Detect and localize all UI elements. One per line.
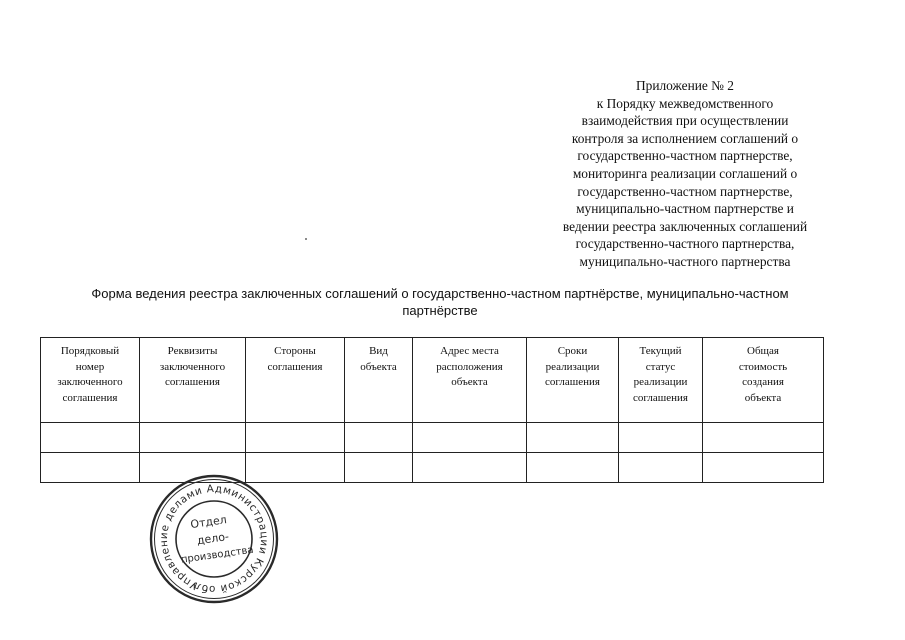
column-header-parties: Стороны соглашения	[246, 338, 345, 423]
table-cell	[345, 423, 413, 453]
appendix-line: государственно-частном партнерстве,	[577, 148, 793, 164]
table-cell	[41, 453, 140, 483]
column-header-cost: Общая стоимость создания объекта	[703, 338, 824, 423]
office-stamp	[147, 472, 281, 606]
appendix-line: контроля за исполнением соглашений о	[571, 130, 799, 146]
appendix-line: к Порядку межведомственного	[596, 95, 774, 111]
appendix-line: муниципально-частного партнерства	[579, 253, 791, 269]
form-title	[40, 286, 840, 319]
table-header-row	[41, 338, 824, 423]
table-cell	[527, 453, 619, 483]
table-cell	[619, 423, 703, 453]
registry-table	[40, 337, 824, 483]
column-header-terms: Сроки реализации соглашения	[527, 338, 619, 423]
stamp-center-line-2: дело-	[196, 529, 230, 548]
column-header-status: Текущий статус реализации соглашения	[619, 338, 703, 423]
stamp-center-line-3: производства	[180, 544, 255, 566]
stamp-ring-text: Управление делами Администрации Курской области	[157, 482, 271, 596]
appendix-line: взаимодействия при осуществлении	[581, 113, 789, 129]
column-header-address: Адрес места расположения объекта	[413, 338, 527, 423]
table-cell	[41, 423, 140, 453]
table-row	[41, 423, 824, 453]
table-cell	[703, 423, 824, 453]
appendix-line: мониторинга реализации соглашений о	[572, 165, 798, 181]
appendix-line: государственно-частном партнерстве,	[577, 183, 793, 199]
stamp-center-line-1: Отдел	[189, 513, 228, 532]
appendix-line: муниципально-частном партнерстве и	[576, 201, 794, 217]
stamp-seal-graphic	[147, 472, 281, 606]
appendix-line: ведении реестра заключенных соглашений	[562, 218, 808, 234]
table-cell	[140, 423, 246, 453]
table-cell	[246, 423, 345, 453]
table-cell	[703, 453, 824, 483]
table-cell	[345, 453, 413, 483]
column-header-requisites: Реквизиты заключенного соглашения	[140, 338, 246, 423]
table-cell	[413, 423, 527, 453]
stray-dot	[305, 238, 307, 240]
appendix-header	[540, 77, 830, 271]
appendix-line: Приложение № 2	[635, 78, 735, 93]
form-title-line-2: партнёрстве	[402, 302, 478, 318]
form-title-line-1: Форма ведения реестра заключенных соглашений о государственно-частном партнёрстве, муниципально-частном	[91, 286, 789, 301]
table-cell	[413, 453, 527, 483]
table-cell	[619, 453, 703, 483]
table-cell	[527, 423, 619, 453]
appendix-line: государственно-частного партнерства,	[575, 236, 795, 252]
column-header-object-type: Вид объекта	[345, 338, 413, 423]
column-header-number: Порядковый номер заключенного соглашения	[41, 338, 140, 423]
